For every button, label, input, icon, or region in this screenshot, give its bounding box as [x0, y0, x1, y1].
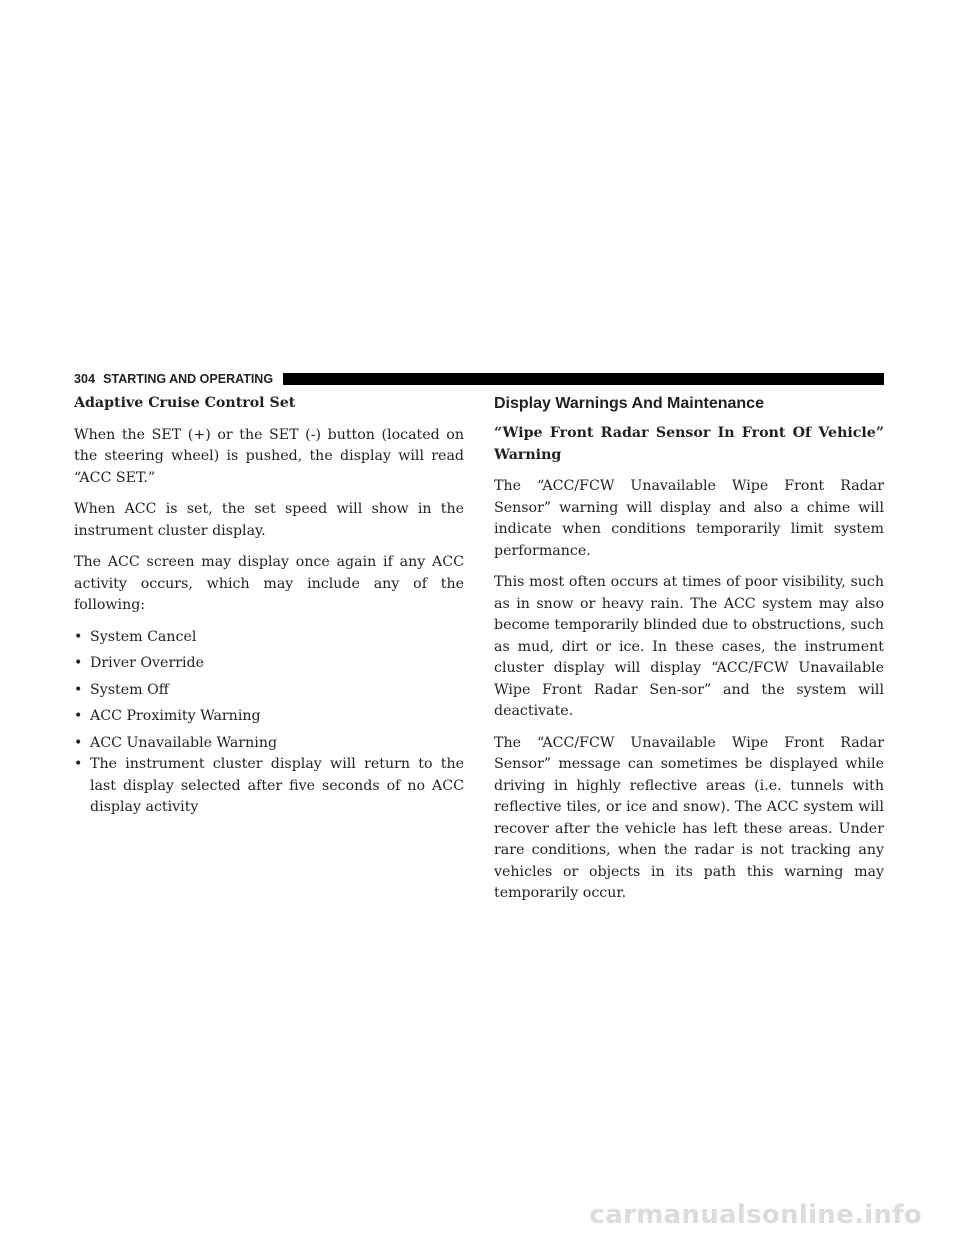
list-item-text: The instrument cluster display will return to the last display selected after five seconds of no ACC display activity — [90, 756, 464, 815]
left-column — [74, 393, 464, 824]
list-item — [74, 706, 464, 728]
paragraph: When ACC is set, the set speed will show in the instrument cluster display. — [74, 501, 464, 539]
paragraph: The ACC screen may display once again if any ACC activity occurs, which may include any of the following: — [74, 554, 464, 613]
paragraph: When the SET (+) or the SET (-) button (located on the steering wheel) is pushed, the display will read “ACC SET.” — [74, 426, 464, 486]
list-item — [74, 754, 464, 819]
bullet-icon: • — [74, 756, 83, 772]
list-item — [74, 733, 464, 755]
section-title: STARTING AND OPERATING — [103, 372, 274, 386]
right-column — [494, 393, 884, 915]
page-number: 304 — [74, 372, 96, 386]
list-item-text: ACC Proximity Warning — [90, 708, 261, 724]
list-item-text: ACC Unavailable Warning — [90, 734, 278, 751]
list-item-text: Driver Override — [90, 655, 205, 671]
bullet-icon: • — [74, 655, 83, 671]
bullet-icon: • — [74, 734, 83, 751]
wipe-radar-subheading: “Wipe Front Radar Sensor In Front Of Vehicle” Warning — [494, 425, 884, 463]
bullet-icon: • — [74, 628, 83, 645]
paragraph: This most often occurs at times of poor visibility, such as in snow or heavy rain. The ACC system may also become temporarily blinded due to obstructions, such as mud, dirt or ice. In these cases, the instrument cluster display will display “ACC/FCW Unavailable Wipe Front Radar Sen-sor” and the system will deactivate. — [494, 574, 884, 719]
display-warnings-heading: Display Warnings And Maintenance — [494, 395, 764, 412]
paragraph: The “ACC/FCW Unavailable Wipe Front Radar Sensor” warning will display and also a chime will indicate when conditions temporarily limit system performance. — [494, 478, 884, 559]
header-rule — [283, 373, 884, 385]
page-header — [74, 372, 884, 386]
paragraph: The “ACC/FCW Unavailable Wipe Front Radar Sensor” message can sometimes be displayed while driving in highly reflective areas (i.e. tunnels with reflective tiles, or ice and snow). The ACC system will recover after the vehicle has left these areas. Under rare conditions, when the radar is not tracking any vehicles or objects in its path this warning may temporarily occur. — [494, 734, 884, 901]
list-item-text: System Cancel — [90, 628, 197, 645]
acc-set-heading: Adaptive Cruise Control Set — [74, 395, 296, 411]
acc-activity-list — [74, 627, 464, 819]
bullet-icon: • — [74, 681, 83, 698]
bullet-icon: • — [74, 708, 83, 724]
list-item — [74, 680, 464, 702]
list-item-text: System Off — [90, 681, 169, 698]
list-item — [74, 627, 464, 649]
list-item — [74, 653, 464, 675]
watermark: carmanualsonline.info — [589, 1200, 922, 1230]
